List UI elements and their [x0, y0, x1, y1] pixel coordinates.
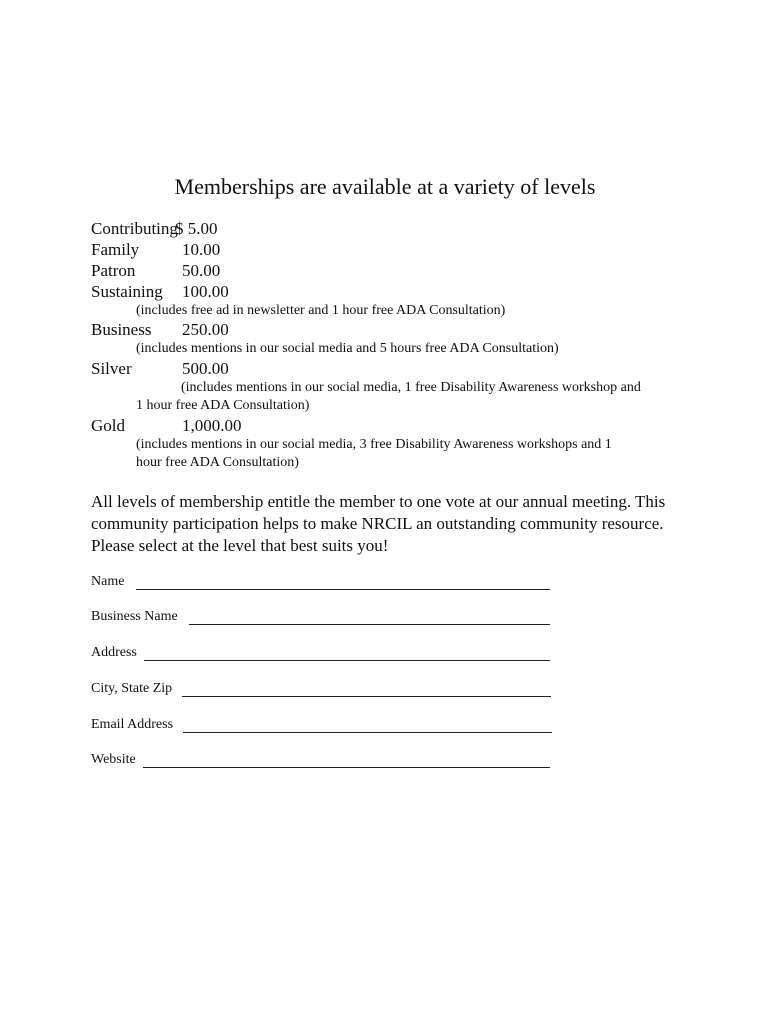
level-name-silver: Silver: [91, 359, 132, 378]
level-amount-business: 250.00: [182, 320, 229, 339]
level-name-family: Family: [91, 240, 140, 259]
level-note-gold-line1: (includes mentions in our social media, 3 free Disability Awareness workshops and 1: [136, 437, 612, 452]
business-name-field[interactable]: [189, 624, 550, 625]
level-name-gold: Gold: [91, 416, 125, 435]
level-note-sustaining: (includes free ad in newsletter and 1 hour free ADA Consultation): [136, 303, 506, 318]
level-note-silver-line1: (includes mentions in our social media, 1 free Disability Awareness workshop and: [181, 380, 641, 395]
membership-description: All levels of membership entitle the member to one vote at our annual meeting. This community participation helps to make NRCIL an outstanding community resource. Please select at the level that best suits you!: [91, 492, 666, 555]
level-amount-silver: 500.00: [182, 359, 229, 378]
city-state-zip-field[interactable]: [182, 696, 551, 697]
page-title: Memberships are available at a variety of levels: [174, 174, 596, 199]
level-amount-gold: 1,000.00: [182, 416, 242, 435]
level-amount-family: 10.00: [182, 240, 221, 259]
level-name-patron: Patron: [91, 261, 136, 280]
level-name-contributing: Contributing: [91, 219, 178, 238]
name-label: Name: [91, 574, 125, 589]
level-name-business: Business: [91, 320, 152, 339]
website-label: Website: [91, 752, 136, 767]
level-note-business: (includes mentions in our social media and 5 hours free ADA Consultation): [136, 341, 559, 356]
level-note-silver-line2: 1 hour free ADA Consultation): [136, 398, 310, 413]
level-note-gold-line2: hour free ADA Consultation): [136, 455, 299, 470]
level-name-sustaining: Sustaining: [91, 282, 163, 301]
business-name-label: Business Name: [91, 609, 178, 624]
city-state-zip-label: City, State Zip: [91, 681, 173, 696]
email-label: Email Address: [91, 717, 174, 732]
address-field[interactable]: [144, 660, 550, 661]
level-amount-contributing: $ 5.00: [175, 219, 218, 238]
name-field[interactable]: [136, 589, 550, 590]
address-label: Address: [91, 645, 137, 660]
level-amount-patron: 50.00: [182, 261, 221, 280]
level-amount-sustaining: 100.00: [182, 282, 229, 301]
email-field[interactable]: [183, 732, 552, 733]
website-field[interactable]: [143, 767, 550, 768]
